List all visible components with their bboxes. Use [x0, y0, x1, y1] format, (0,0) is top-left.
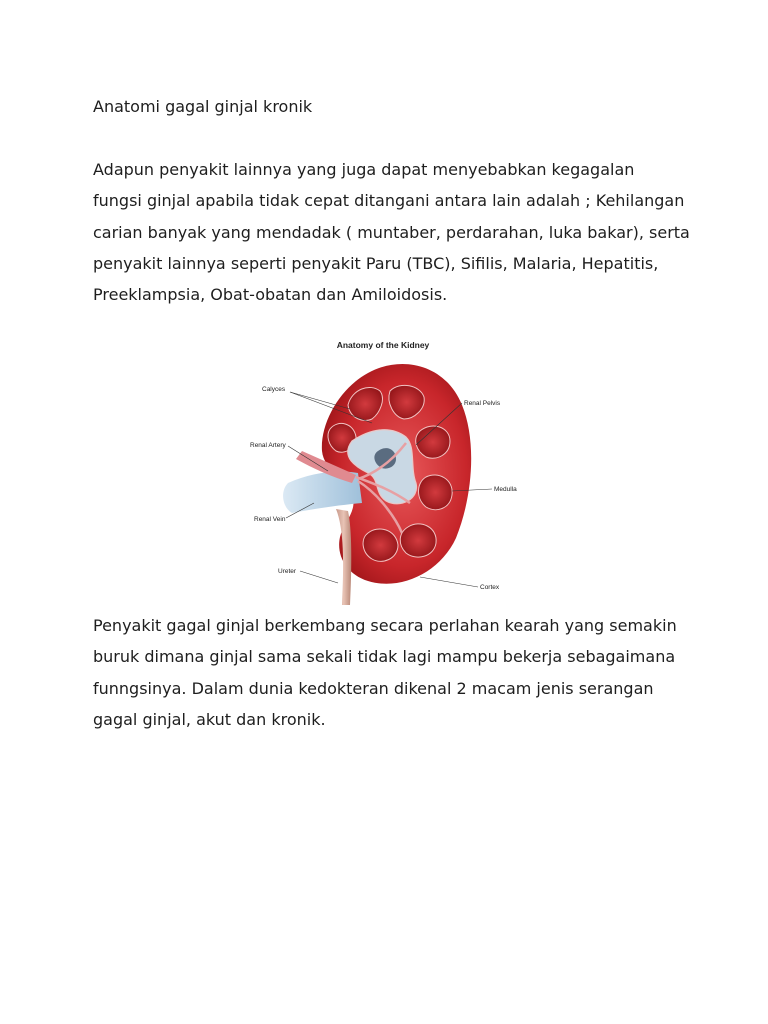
paragraph-line: penyakit lainnya seperti penyakit Paru (TBC), Sifilis, Malaria, Hepatitis,	[93, 253, 659, 273]
paragraph-line: Adapun penyakit lainnya yang juga dapat menyebabkan kegagalan	[93, 160, 635, 179]
document-title: Anatomi gagal ginjal kronik	[93, 97, 313, 116]
paragraph-line: Preeklampsia, Obat-obatan dan Amiloidosis.	[93, 285, 448, 305]
label-calyces: Calyces	[262, 386, 286, 393]
figure-title: Anatomy of the Kidney	[336, 340, 430, 350]
ureter	[336, 509, 351, 605]
label-renal-vein: Renal Vein	[254, 516, 286, 523]
kidney-anatomy-figure	[240, 333, 530, 605]
paragraph-causes	[93, 154, 693, 310]
label-ureter: Ureter	[278, 568, 297, 575]
paragraph-line: buruk dimana ginjal sama sekali tidak lagi mampu bekerja sebagaimana	[93, 647, 676, 667]
paragraph-line: gagal ginjal, akut dan kronik.	[93, 709, 326, 729]
paragraph-line: Penyakit gagal ginjal berkembang secara perlahan kearah yang semakin	[93, 616, 677, 635]
label-medulla: Medulla	[494, 486, 517, 493]
label-renal-artery: Renal Artery	[250, 442, 286, 449]
label-cortex: Cortex	[480, 584, 500, 591]
label-renal-pelvis: Renal Pelvis	[464, 400, 501, 407]
paragraph-line: funngsinya. Dalam dunia kedokteran dikenal 2 macam jenis serangan	[93, 678, 654, 698]
paragraph-line: fungsi ginjal apabila tidak cepat ditangani antara lain adalah ; Kehilangan	[93, 191, 685, 211]
paragraph-line: carian banyak yang mendadak ( muntaber, perdarahan, luka bakar), serta	[93, 222, 690, 242]
kidney-illustration	[240, 333, 530, 605]
paragraph-progression	[93, 610, 693, 735]
